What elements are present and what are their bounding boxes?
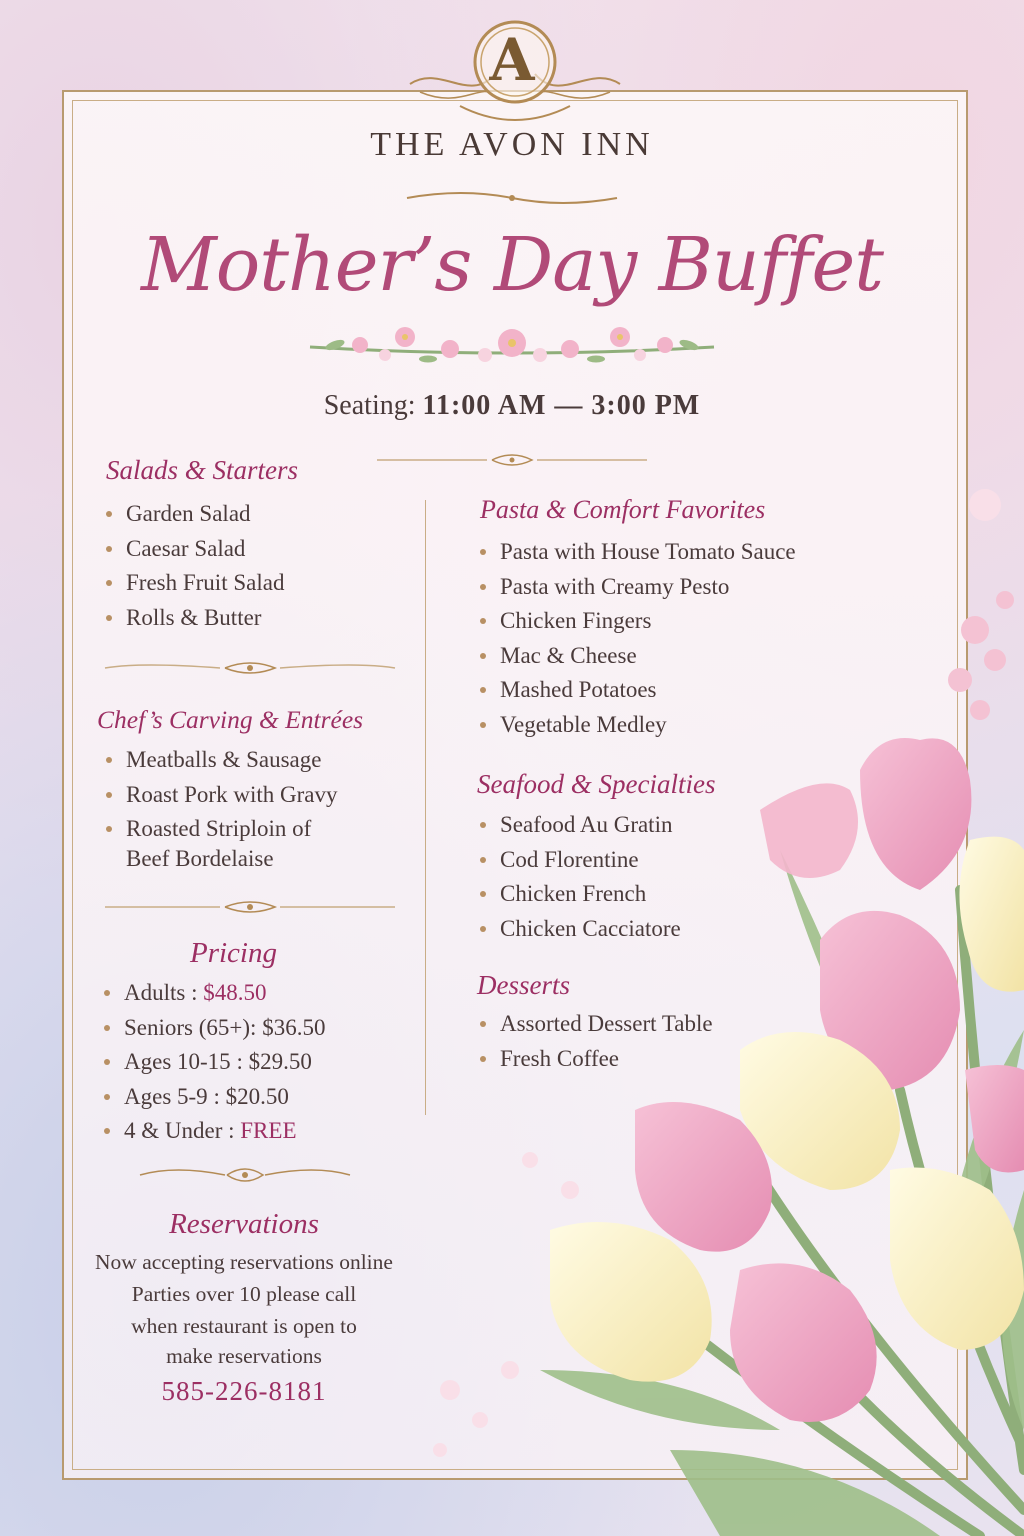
seating-info — [0, 390, 1024, 422]
tulip-bouquet-icon — [420, 470, 1024, 1536]
reservation-line: when restaurant is open to — [131, 1314, 357, 1338]
list-item: Roast Pork with Gravy — [104, 778, 337, 813]
list-item: Assorted Dessert Table — [478, 1007, 713, 1042]
list-item: Beef Bordelaise — [126, 845, 274, 871]
seating-time: 11:00 AM — 3:00 PM — [422, 390, 701, 421]
price-row — [102, 1045, 325, 1080]
price-row — [102, 1011, 325, 1046]
list-item: Chicken Cacciatore — [478, 912, 681, 947]
salads-list — [104, 497, 284, 635]
price-amount: $29.50 — [248, 1049, 312, 1074]
section-title-pasta: Pasta & Comfort Favorites — [480, 495, 766, 524]
list-item: Cod Florentine — [478, 843, 681, 878]
price-label: Seniors (65+) — [124, 1014, 251, 1040]
carving-list — [104, 743, 337, 876]
price-row — [102, 976, 325, 1011]
section-title-carving: Chef’s Carving & Entrées — [97, 705, 364, 734]
list-item: Rolls & Butter — [104, 601, 284, 636]
flourish-divider-icon — [135, 1163, 355, 1187]
reservation-line: Now accepting reservations online — [95, 1250, 393, 1274]
list-item: Chicken French — [478, 877, 681, 912]
pricing-list — [102, 976, 325, 1149]
flourish-divider-icon — [100, 658, 400, 678]
list-item: Pasta with Creamy Pesto — [478, 570, 796, 605]
price-amount: $48.50 — [203, 980, 267, 1005]
section-title-seafood: Seafood & Specialties — [477, 769, 716, 799]
price-label: Ages 10-15 — [124, 1049, 231, 1074]
flourish-divider-icon — [372, 450, 652, 470]
list-item: Seafood Au Gratin — [478, 808, 681, 843]
list-item: Meatballs & Sausage — [104, 743, 337, 778]
phone-number[interactable]: 585-226-8181 — [161, 1376, 327, 1406]
list-item: Caesar Salad — [104, 532, 284, 567]
crest-letter: A — [489, 26, 535, 94]
price-sep: : — [185, 980, 204, 1005]
reservation-line: make reservations — [166, 1344, 322, 1368]
price-amount: $36.50 — [262, 1014, 326, 1040]
price-label: 4 & Under — [124, 1118, 223, 1143]
price-label: Adults — [124, 980, 186, 1005]
inn-name: THE AVON INN — [370, 126, 654, 163]
list-item: Pasta with House Tomato Sauce — [478, 535, 796, 570]
section-title-reservations: Reservations — [169, 1208, 319, 1240]
section-title-desserts: Desserts — [477, 970, 570, 1000]
section-title-pricing: Pricing — [190, 937, 277, 969]
desserts-list — [478, 1007, 713, 1076]
price-row — [102, 1114, 325, 1149]
list-item: Roasted Striploin of — [104, 812, 337, 847]
price-amount: FREE — [240, 1118, 297, 1143]
price-sep: : — [222, 1118, 241, 1143]
page-title: Mother’s Day Buffet — [140, 222, 884, 308]
price-row — [102, 1080, 325, 1115]
list-item: Fresh Fruit Salad — [104, 566, 284, 601]
seafood-list — [478, 808, 681, 946]
price-sep: : — [250, 1014, 263, 1040]
list-item: Mashed Potatoes — [478, 673, 796, 708]
list-item: Garden Salad — [104, 497, 284, 532]
list-item: Vegetable Medley — [478, 708, 796, 743]
price-label: Ages 5-9 — [124, 1083, 208, 1109]
list-item: Chicken Fingers — [478, 604, 796, 639]
reservation-line: Parties over 10 please call — [131, 1282, 357, 1306]
section-title-salads: Salads & Starters — [106, 455, 299, 485]
price-sep: : — [230, 1049, 249, 1074]
price-amount: $20.50 — [225, 1083, 289, 1109]
price-sep: : — [207, 1083, 226, 1109]
list-item: Mac & Cheese — [478, 639, 796, 674]
flourish-divider-icon — [402, 186, 622, 210]
seating-label: Seating: — [323, 390, 416, 421]
list-item: Fresh Coffee — [478, 1042, 713, 1077]
floral-garland-icon — [300, 315, 724, 375]
flourish-divider-icon — [100, 897, 400, 917]
